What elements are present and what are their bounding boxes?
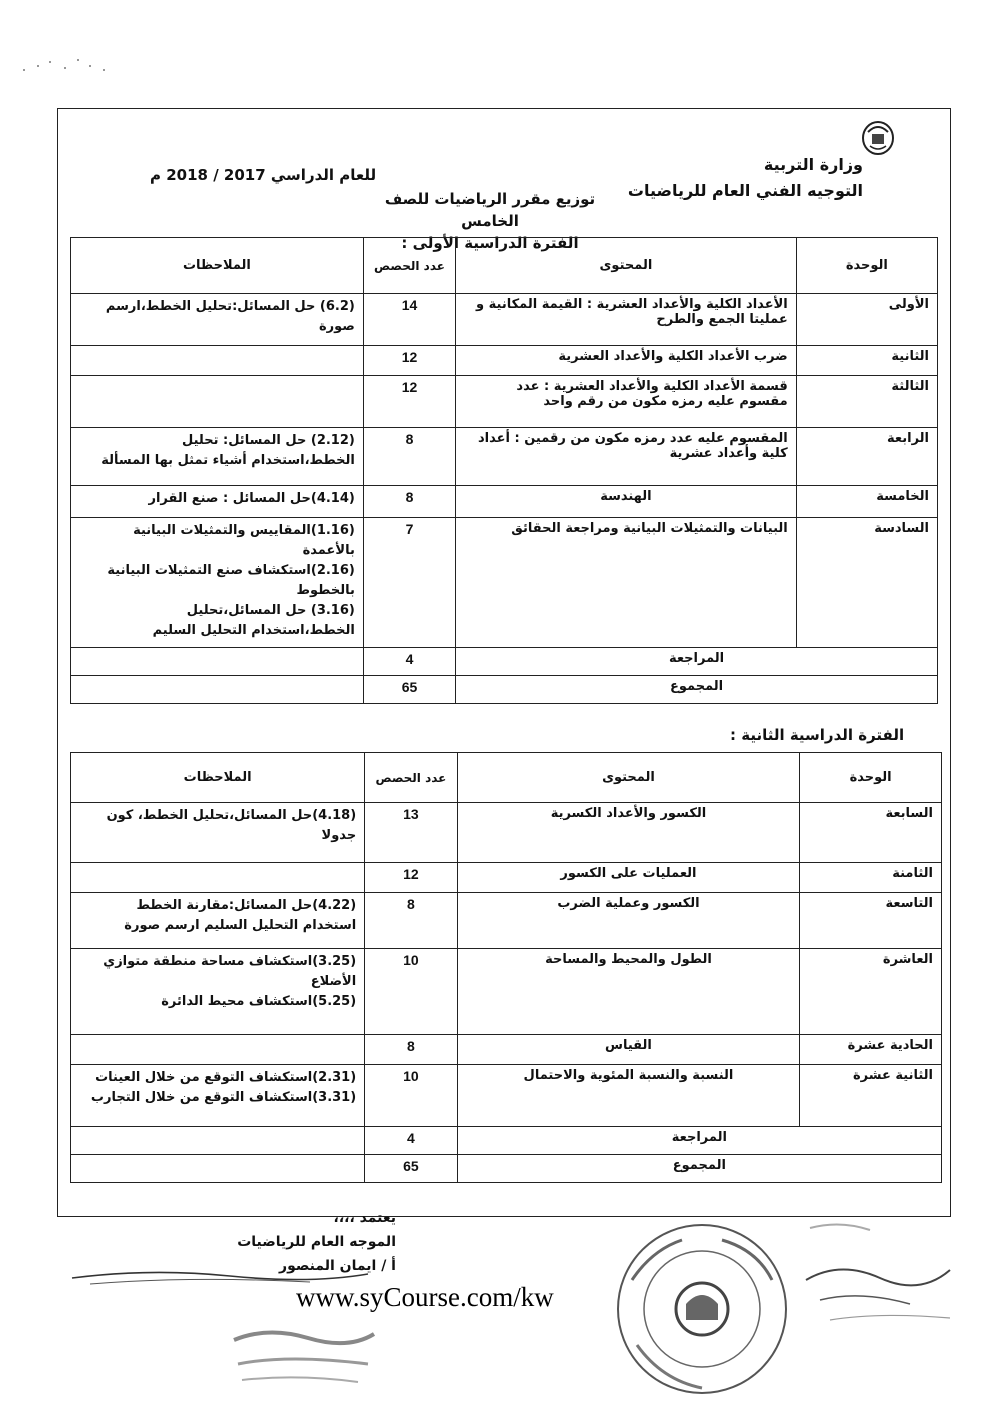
col-count-header: عدد الحصص xyxy=(363,238,455,294)
review-label: المراجعة xyxy=(456,648,938,676)
content-cell: المقسوم عليه عدد رمزه مكون من رقمين : أعداد كلية وأعداد عشرية xyxy=(456,428,797,486)
notes-cell xyxy=(71,428,364,486)
count-cell: 12 xyxy=(365,863,457,893)
content-cell: البيانات والتمثيلات البيانية ومراجعة الحقائق xyxy=(456,518,797,648)
count-cell: 10 xyxy=(365,949,457,1035)
notes-cell xyxy=(71,294,364,346)
table-row xyxy=(71,863,942,893)
content-cell: الهندسة xyxy=(456,486,797,518)
notes-cell xyxy=(71,486,364,518)
unit-cell: الثانية xyxy=(796,346,937,376)
unit-cell: الثامنة xyxy=(800,863,942,893)
scan-speckles xyxy=(20,40,110,100)
table-row xyxy=(71,428,938,486)
total-count: 65 xyxy=(363,676,455,704)
academic-year: للعام الدراسي 2017 / 2018 م xyxy=(150,166,377,184)
content-cell: النسبة والنسبة المئوية والاحتمال xyxy=(457,1065,800,1127)
total-count: 65 xyxy=(365,1155,457,1183)
total-row xyxy=(71,1155,942,1183)
watermark-url[interactable]: www.syCourse.com/kw xyxy=(296,1282,554,1312)
note-line: (2.31)استكشاف التوقع من خلال العينات xyxy=(95,1070,357,1085)
total-label: المجموع xyxy=(456,676,938,704)
count-cell: 8 xyxy=(363,428,455,486)
total-row xyxy=(71,676,938,704)
note-line: (4.22)حل المسائل:مقارنة الخطط استخدام التحليل السليم ارسم صورة xyxy=(124,898,357,933)
unit-cell: التاسعة xyxy=(800,893,942,949)
table-row xyxy=(71,1035,942,1065)
review-count: 4 xyxy=(365,1127,457,1155)
unit-cell: الأولى xyxy=(796,294,937,346)
note-line: (5.25)استكشاف محيط الدائرة xyxy=(161,994,357,1009)
table-row xyxy=(71,1065,942,1127)
content-cell: الطول والمحيط والمساحة xyxy=(457,949,800,1035)
table-row xyxy=(71,294,938,346)
content-cell: العمليات على الكسور xyxy=(457,863,800,893)
col-count-header: عدد الحصص xyxy=(365,753,457,803)
col-notes-header: الملاحظات xyxy=(71,753,365,803)
col-notes-header: الملاحظات xyxy=(71,238,364,294)
period1-title: الفترة الدراسية الأولى : xyxy=(401,234,579,252)
count-cell: 10 xyxy=(365,1065,457,1127)
table-row xyxy=(71,949,942,1035)
col-content-header: المحتوى xyxy=(457,753,800,803)
note-line: (4.18)حل المسائل،تحليل الخطط، كون جدولا xyxy=(106,808,357,843)
unit-cell: الثانية عشرة xyxy=(800,1065,942,1127)
table-row xyxy=(71,803,942,863)
unit-cell: الخامسة xyxy=(796,486,937,518)
content-cell: قسمة الأعداد الكلية والأعداد العشرية : عدد مقسوم عليه رمزه مكون من رقم واحد xyxy=(456,376,797,428)
table-row xyxy=(71,518,938,648)
review-label: المراجعة xyxy=(457,1127,941,1155)
unit-cell: السابعة xyxy=(800,803,942,863)
period2-table xyxy=(70,752,942,1183)
notes-cell xyxy=(71,1155,365,1183)
notes-cell xyxy=(71,893,365,949)
review-count: 4 xyxy=(363,648,455,676)
count-cell: 14 xyxy=(363,294,455,346)
content-cell: ضرب الأعداد الكلية والأعداد العشرية xyxy=(456,346,797,376)
count-cell: 12 xyxy=(363,346,455,376)
notes-cell xyxy=(71,376,364,428)
count-cell: 13 xyxy=(365,803,457,863)
table-row xyxy=(71,346,938,376)
note-line: (1.16)المقاييس والتمثيلات البيانية بالأعمدة xyxy=(133,523,355,558)
document-title: توزيع مقرر الرياضيات للصف الخامس xyxy=(384,190,596,230)
note-line: (4.14)حل المسائل : صنع القرار xyxy=(148,491,355,506)
table-header-row xyxy=(71,753,942,803)
unit-cell: الثالثة xyxy=(796,376,937,428)
notes-cell xyxy=(71,518,364,648)
count-cell: 12 xyxy=(363,376,455,428)
notes-cell xyxy=(71,803,365,863)
ministry-seal-stamp xyxy=(612,1220,792,1398)
col-unit-header: الوحدة xyxy=(800,753,942,803)
note-line: (3.31)استكشاف التوقع من خلال التجارب xyxy=(90,1090,357,1105)
unit-cell: السادسة xyxy=(796,518,937,648)
approval-label: يعتمد ،،،، xyxy=(333,1210,396,1226)
table-header-row xyxy=(71,238,938,294)
count-cell: 8 xyxy=(365,1035,457,1065)
unit-cell: الحادية عشرة xyxy=(800,1035,942,1065)
col-unit-header: الوحدة xyxy=(796,238,937,294)
note-line: (2.16)استكشاف صنع التمثيلات البيانية بالخطوط xyxy=(107,563,355,598)
col-content-header: المحتوى xyxy=(456,238,797,294)
signature-stamp xyxy=(228,1320,378,1390)
count-cell: 7 xyxy=(363,518,455,648)
unit-cell: الرابعة xyxy=(796,428,937,486)
ministry-header xyxy=(628,152,863,204)
count-cell: 8 xyxy=(365,893,457,949)
period2-title: الفترة الدراسية الثانية : xyxy=(730,726,905,744)
review-row xyxy=(71,648,938,676)
handwritten-signature xyxy=(800,1220,960,1330)
approver-title: الموجه العام للرياضيات xyxy=(237,1234,396,1250)
notes-cell xyxy=(71,676,364,704)
notes-cell xyxy=(71,648,364,676)
count-cell: 8 xyxy=(363,486,455,518)
notes-cell xyxy=(71,1127,365,1155)
ministry-name: وزارة التربية xyxy=(763,155,863,174)
note-line: (3.16) حل المسائل،تحليل الخطط،استخدام التحليل السليم xyxy=(152,603,355,638)
table-row xyxy=(71,376,938,428)
notes-cell xyxy=(71,1065,365,1127)
directorate-name: التوجيه الفني العام للرياضيات xyxy=(627,181,863,200)
notes-cell xyxy=(71,346,364,376)
total-label: المجموع xyxy=(457,1155,941,1183)
notes-cell xyxy=(71,1035,365,1065)
content-cell: الكسور وعملية الضرب xyxy=(457,893,800,949)
note-line: (6.2) حل المسائل:تحليل الخطط،ارسم صورة xyxy=(105,299,355,334)
table-row xyxy=(71,486,938,518)
kuwait-emblem-icon xyxy=(860,118,896,156)
period1-table xyxy=(70,237,938,704)
content-cell: الأعداد الكلية والأعداد العشرية : القيمة المكانية و عمليتا الجمع والطرح xyxy=(456,294,797,346)
review-row xyxy=(71,1127,942,1155)
table-row xyxy=(71,893,942,949)
content-cell: الكسور والأعداد الكسرية xyxy=(457,803,800,863)
notes-cell xyxy=(71,949,365,1035)
note-line: (3.25)استكشاف مساحة منطقة متوازي الأضلاع xyxy=(103,954,357,989)
content-cell: القياس xyxy=(457,1035,800,1065)
unit-cell: العاشرة xyxy=(800,949,942,1035)
note-line: (2.12) حل المسائل: تحليل الخطط،استخدام أشياء تمثل بها المسألة xyxy=(101,433,355,468)
approver-name: أ / ايمان المنصور xyxy=(279,1258,396,1274)
notes-cell xyxy=(71,863,365,893)
